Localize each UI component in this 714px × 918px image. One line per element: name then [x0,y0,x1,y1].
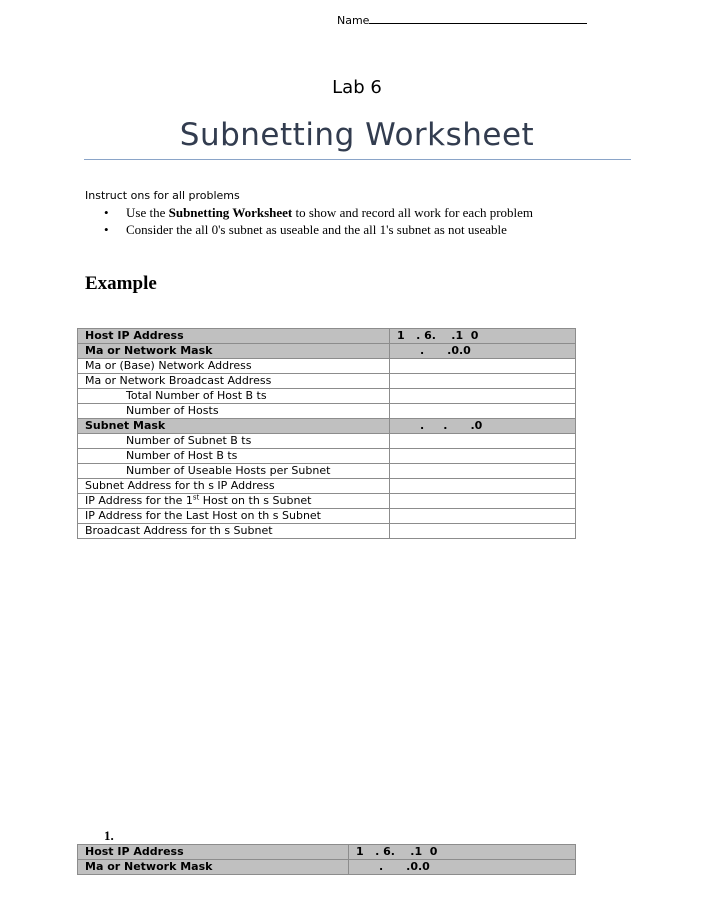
instruction-text-post: to show and record all work for each problem [292,205,534,220]
row-label-post: Host on th s Subnet [199,494,312,507]
bullet-icon: • [104,205,109,220]
row-value[interactable] [390,389,576,404]
row-label: Host IP Address [78,329,390,344]
row-label: IP Address for the Last Host on th s Subnet [78,509,390,524]
problem-number: 1. [104,828,114,843]
table-row [78,404,576,419]
row-label-pre: IP Address for the 1 [85,494,193,507]
row-label: Ma or Network Mask [78,344,390,359]
row-value[interactable] [390,464,576,479]
table-row [78,479,576,494]
table-row [78,419,576,434]
row-label [78,494,390,509]
row-value[interactable] [390,404,576,419]
title-divider [84,159,631,160]
table-row [78,524,576,539]
instructions-heading: Instruct ons for all problems [85,189,240,202]
table-row [78,359,576,374]
name-blank-line[interactable] [369,14,587,24]
row-value[interactable]: 1 . 6. .1 0 [390,329,576,344]
table-row [78,389,576,404]
bullet-icon: • [104,222,109,237]
row-value[interactable] [390,509,576,524]
instruction-item [104,204,533,221]
lab-number: Lab 6 [332,77,382,98]
table-row [78,494,576,509]
row-value[interactable] [390,524,576,539]
row-label: Total Number of Host B ts [78,389,390,404]
page-title: Subnetting Worksheet [179,117,535,153]
instruction-text: Consider the all 0's subnet as useable and the all 1's subnet as not useable [126,222,507,237]
problem1-worksheet-table [77,844,576,875]
row-label: Ma or (Base) Network Address [78,359,390,374]
row-label: Number of Subnet B ts [78,434,390,449]
row-value[interactable]: . .0.0 [390,344,576,359]
row-label: Host IP Address [78,845,349,860]
example-heading: Example [85,273,157,294]
row-value[interactable] [390,479,576,494]
row-value[interactable] [390,434,576,449]
row-value[interactable] [390,374,576,389]
row-label: Ma or Network Broadcast Address [78,374,390,389]
row-label: Number of Host B ts [78,449,390,464]
row-label: Subnet Address for th s IP Address [78,479,390,494]
row-value[interactable]: 1 . 6. .1 0 [349,845,576,860]
table-row [78,374,576,389]
row-label: Subnet Mask [78,419,390,434]
row-label: Broadcast Address for th s Subnet [78,524,390,539]
table-row [78,509,576,524]
instruction-text-bold: Subnetting Worksheet [168,205,293,220]
row-label: Number of Useable Hosts per Subnet [78,464,390,479]
table-row [78,845,576,860]
row-value[interactable] [390,449,576,464]
row-label: Number of Hosts [78,404,390,419]
table-row [78,434,576,449]
row-value[interactable] [390,494,576,509]
name-label: Name [337,14,370,27]
row-label: Ma or Network Mask [78,860,349,875]
table-row [78,344,576,359]
name-field [337,14,587,27]
table-row [78,449,576,464]
example-worksheet-table [77,328,576,539]
table-row [78,329,576,344]
instruction-text-pre: Use the [126,205,169,220]
table-row [78,464,576,479]
row-value[interactable]: . . .0 [390,419,576,434]
row-value[interactable]: . .0.0 [349,860,576,875]
row-value[interactable] [390,359,576,374]
instruction-item [104,221,533,238]
table-row [78,860,576,875]
row-label-sup: st [192,493,200,502]
instructions-list [104,204,533,238]
